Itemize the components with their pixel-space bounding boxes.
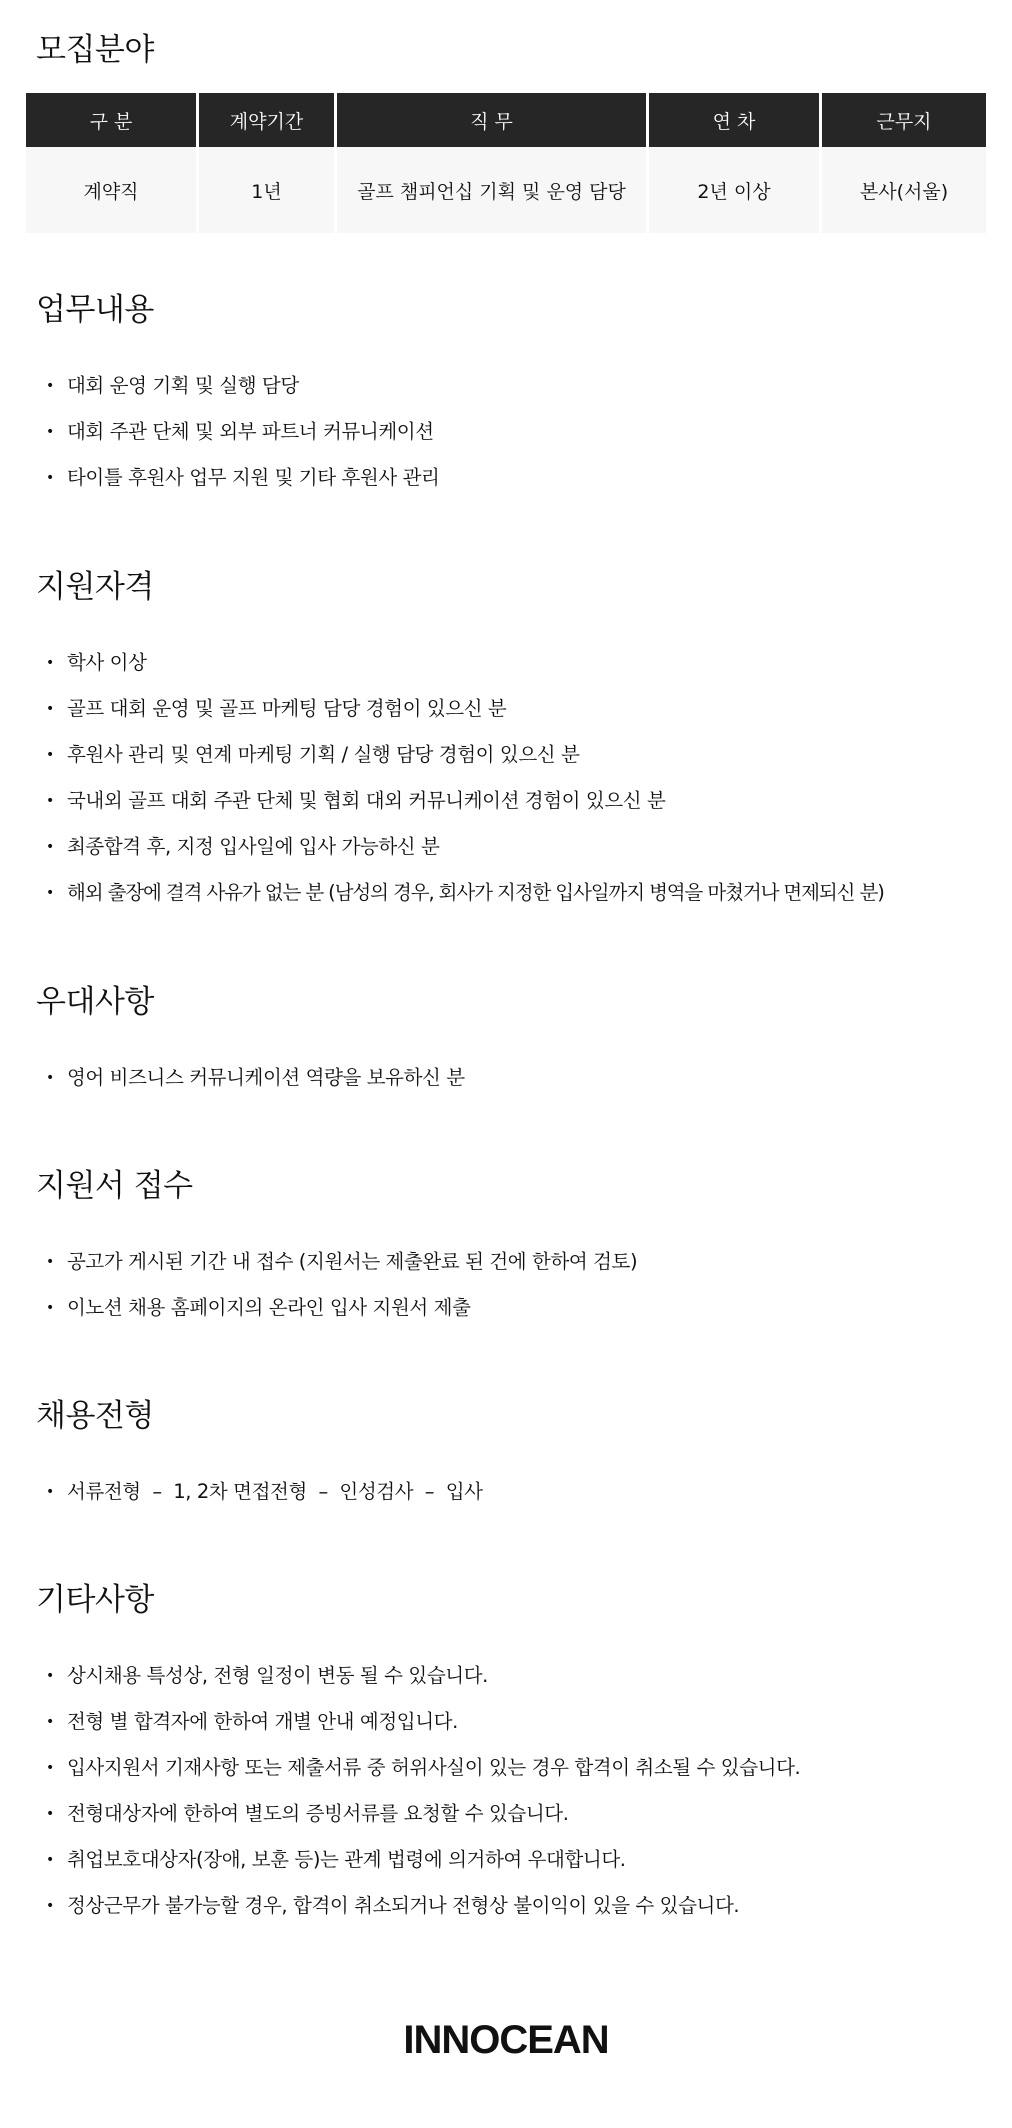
list-item: • 대회 운영 기획 및 실행 담당 xyxy=(0,363,1012,409)
list-item: • 국내외 골프 대회 주관 단체 및 협회 대외 커뮤니케이션 경험이 있으신 분 xyxy=(0,778,1012,824)
cell-contract-period: 1년 xyxy=(199,147,337,233)
list-item: • 해외 출장에 결격 사유가 없는 분 (남성의 경우, 회사가 지정한 입사일까지 병역을 마쳤거나 면제되신 분) xyxy=(0,870,1012,916)
list-item: • 후원사 관리 및 연계 마케팅 기획 / 실행 담당 경험이 있으신 분 xyxy=(0,732,1012,778)
bullet-icon: • xyxy=(46,701,54,717)
bullet-icon: • xyxy=(46,424,54,440)
list-item: • 취업보호대상자(장애, 보훈 등)는 관계 법령에 의거하여 우대합니다. xyxy=(0,1837,1012,1883)
bullet-icon: • xyxy=(46,747,54,763)
bullet-icon: • xyxy=(46,1070,54,1086)
list-item: • 공고가 게시된 기간 내 접수 (지원서는 제출완료 된 건에 한하여 검토) xyxy=(0,1239,1012,1285)
etc-list xyxy=(0,1653,1012,1929)
bullet-icon: • xyxy=(46,1852,54,1868)
process-section-title: 채용전형 xyxy=(36,1398,154,1434)
header-contract-period: 계약기간 xyxy=(199,93,337,147)
application-list xyxy=(0,1239,1012,1331)
application-section xyxy=(0,1166,1012,1319)
bullet-icon: • xyxy=(46,793,54,809)
cell-category: 계약직 xyxy=(26,147,199,233)
cell-experience: 2년 이상 xyxy=(649,147,822,233)
list-item: • 서류전형 – 1, 2차 면접전형 – 인성검사 – 입사 xyxy=(0,1469,1012,1515)
innocean-logo: INNOCEAN xyxy=(403,2018,609,2062)
list-item: • 상시채용 특성상, 전형 일정이 변동 될 수 있습니다. xyxy=(0,1653,1012,1699)
bullet-icon: • xyxy=(46,1898,54,1914)
header-job: 직 무 xyxy=(337,93,649,147)
list-item: • 정상근무가 불가능할 경우, 합격이 취소되거나 전형상 불이익이 있을 수 있습니다. xyxy=(0,1883,1012,1929)
header-category: 구 분 xyxy=(26,93,199,147)
duties-list xyxy=(0,363,1012,501)
bullet-icon: • xyxy=(46,885,54,901)
recruit-table-header-row xyxy=(26,93,986,147)
bullet-icon: • xyxy=(46,1760,54,1776)
list-item: • 이노션 채용 홈페이지의 온라인 입사 지원서 제출 xyxy=(0,1285,1012,1331)
list-item: • 전형 별 합격자에 한하여 개별 안내 예정입니다. xyxy=(0,1699,1012,1745)
application-section-title: 지원서 접수 xyxy=(36,1168,193,1204)
list-item: • 영어 비즈니스 커뮤니케이션 역량을 보유하신 분 xyxy=(0,1055,1012,1101)
qualifications-list xyxy=(0,640,1012,916)
preferences-list xyxy=(0,1055,1012,1101)
bullet-icon: • xyxy=(46,1300,54,1316)
list-item: • 대회 주관 단체 및 외부 파트너 커뮤니케이션 xyxy=(0,409,1012,455)
qualifications-section xyxy=(0,567,1012,904)
bullet-icon: • xyxy=(46,378,54,394)
list-item: • 전형대상자에 한하여 별도의 증빙서류를 요청할 수 있습니다. xyxy=(0,1791,1012,1837)
recruit-section-title: 모집분야 xyxy=(36,32,154,68)
list-item: • 최종합격 후, 지정 입사일에 입사 가능하신 분 xyxy=(0,824,1012,870)
bullet-icon: • xyxy=(46,1806,54,1822)
bullet-icon: • xyxy=(46,470,54,486)
preferences-section xyxy=(0,982,1012,1089)
bullet-icon: • xyxy=(46,1668,54,1684)
etc-section-title: 기타사항 xyxy=(36,1582,154,1618)
etc-section xyxy=(0,1580,1012,1917)
process-section xyxy=(0,1396,1012,1503)
list-item: • 학사 이상 xyxy=(0,640,1012,686)
bullet-icon: • xyxy=(46,1254,54,1270)
bullet-icon: • xyxy=(46,1484,54,1500)
bullet-icon: • xyxy=(46,1714,54,1730)
list-item: • 입사지원서 기재사항 또는 제출서류 중 허위사실이 있는 경우 합격이 취소될 수 있습니다. xyxy=(0,1745,1012,1791)
cell-location: 본사(서울) xyxy=(822,147,986,233)
bullet-icon: • xyxy=(46,839,54,855)
recruit-table xyxy=(26,93,986,233)
duties-section xyxy=(0,290,1012,489)
preferences-section-title: 우대사항 xyxy=(36,984,154,1020)
qualifications-section-title: 지원자격 xyxy=(36,569,154,605)
header-location: 근무지 xyxy=(822,93,986,147)
list-item: • 골프 대회 운영 및 골프 마케팅 담당 경험이 있으신 분 xyxy=(0,686,1012,732)
header-experience: 연 차 xyxy=(649,93,822,147)
cell-job: 골프 챔피언십 기획 및 운영 담당 xyxy=(337,147,649,233)
table-row xyxy=(26,147,986,233)
list-item: • 타이틀 후원사 업무 지원 및 기타 후원사 관리 xyxy=(0,455,1012,501)
bullet-icon: • xyxy=(46,655,54,671)
duties-section-title: 업무내용 xyxy=(36,292,154,328)
process-list xyxy=(0,1469,1012,1515)
